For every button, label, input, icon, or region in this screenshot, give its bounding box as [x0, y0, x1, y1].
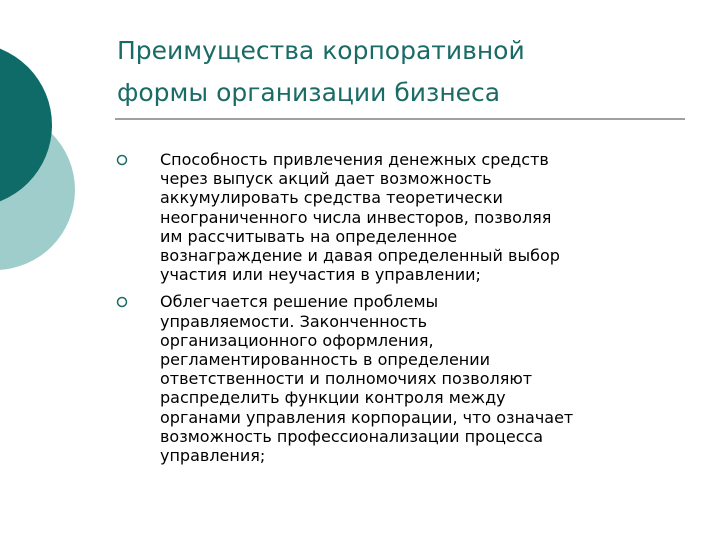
decorative-circles	[0, 0, 110, 300]
bullet-1-line-6: вознаграждение и давая определенный выбор	[160, 246, 560, 266]
title-line-1: Преимущества корпоративной	[117, 36, 525, 65]
bullet-2-line-2: управляемости. Законченность	[160, 311, 428, 331]
bullet-1-line-1: Способность привлечения денежных средств	[160, 150, 549, 169]
bullet-1-line-5: им рассчитывать на определенное	[160, 226, 458, 246]
bullet-1-line-4: неограниченного числа инвесторов, позволяя	[160, 207, 552, 227]
bullet-2-line-4: регламентированность в определении	[160, 350, 491, 370]
bullet-1-line-2: через выпуск акций дает возможность	[160, 169, 492, 189]
bullet-2-line-7: органами управления корпорации, что означает	[160, 407, 574, 427]
bullet-2-line-8: возможность профессионализации процесса	[160, 426, 544, 446]
bullet-2-line-3: организационного оформления,	[160, 330, 434, 350]
hollow-circle-bullet-icon	[116, 296, 128, 308]
bullet-1-line-3: аккумулировать средства теоретически	[160, 188, 503, 208]
title-divider	[115, 118, 685, 120]
bullet-list	[116, 150, 676, 473]
bullet-2-line-5: ответственности и полномочиях позволяют	[160, 369, 533, 389]
bullet-2-line-6: распределить функции контроля между	[160, 388, 506, 408]
bullet-2-line-9: управления;	[160, 446, 266, 466]
slide-title	[117, 30, 697, 114]
bullet-item-1	[116, 150, 676, 284]
bullet-2-line-1: Облегчается решение проблемы	[160, 292, 439, 312]
hollow-circle-bullet-icon	[116, 154, 128, 166]
title-line-2: формы организации бизнеса	[117, 78, 501, 107]
bullet-item-2	[116, 292, 676, 465]
bullet-1-line-7: участия или неучастия в управлении;	[160, 265, 481, 285]
